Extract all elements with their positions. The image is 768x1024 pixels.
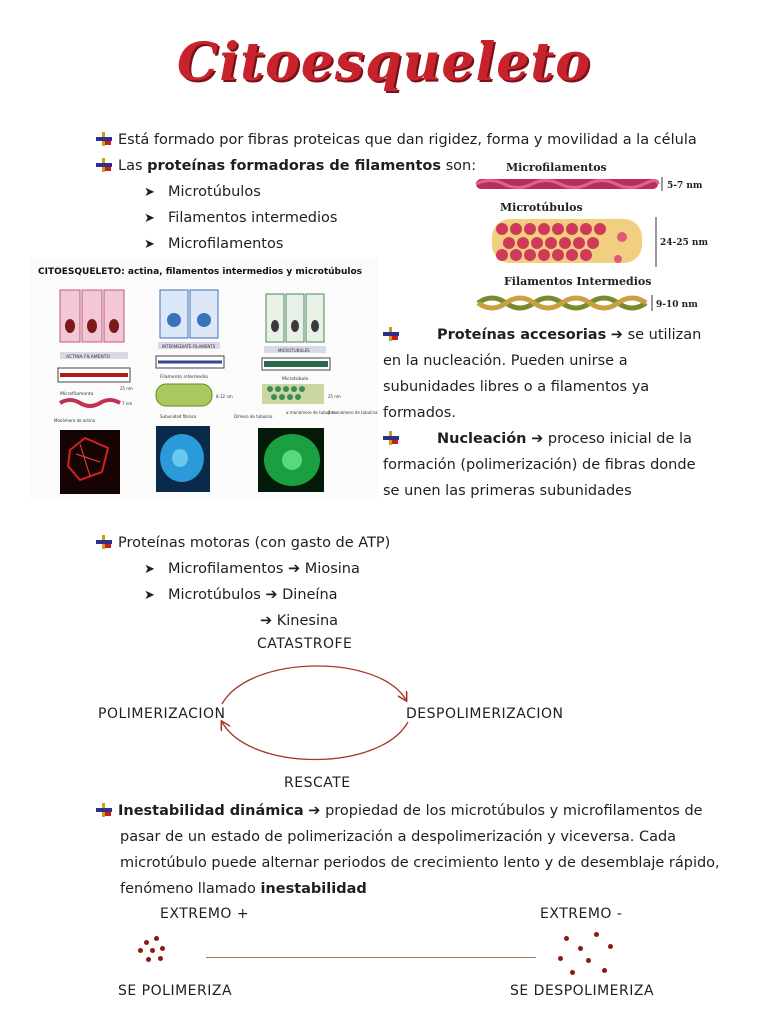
- svg-text:INTERMEDIATE FILAMENTS: INTERMEDIATE FILAMENTS: [162, 344, 216, 349]
- inestabilidad-text: pasar de un estado de polimerización a despolimerización y viceversa. Cada: [120, 829, 677, 845]
- arrow-right-icon: ➔: [606, 327, 628, 343]
- svg-text:ACTINA FILAMENTO: ACTINA FILAMENTO: [66, 355, 111, 360]
- catastrophe-arrow: [222, 666, 406, 704]
- cytoskeleton-figure: [30, 258, 378, 500]
- svg-text:5-7 nm: 5-7 nm: [667, 181, 703, 191]
- svg-text:Microfilamento: Microfilamento: [60, 392, 94, 397]
- accesorias-line: Proteínas accesorias ➔ se utilizan: [383, 322, 701, 348]
- page-title: Citoesqueleto: [177, 32, 591, 93]
- inestabilidad-text: microtúbulo puede alternar periodos de crecimiento lento y de desemblaje rápido,: [120, 855, 720, 871]
- extremo-minus-label: EXTREMO -: [540, 906, 623, 922]
- motoras-heading: Proteínas motoras (con gasto de ATP): [96, 530, 390, 556]
- svg-text:Monómero de actina: Monómero de actina: [54, 418, 96, 423]
- svg-text:Microtúbulo: Microtúbulo: [282, 377, 309, 382]
- motoras-item: ➤ Microfilamentos ➔ Miosina: [144, 556, 360, 583]
- arrow-bullet-icon: ➤: [144, 185, 155, 200]
- motoras-item: ➔ Kinesina: [260, 613, 339, 629]
- cycle-top-label: CATASTROFE: [257, 636, 353, 652]
- arrow-right-icon: ➔: [260, 613, 277, 629]
- arrow-bullet-icon: ➤: [144, 562, 155, 577]
- inestabilidad-line-1: Inestabilidad dinámica ➔ propiedad de los microtúbulos y microfilamentos de: [96, 798, 703, 824]
- svg-text:25 nm: 25 nm: [120, 386, 133, 391]
- intermediate-column: [156, 290, 233, 492]
- svg-text:Microtúbulos: Microtúbulos: [500, 201, 583, 214]
- accesorias-text: formados.: [383, 405, 456, 421]
- type-item: ➤ Microfilamentos: [144, 231, 283, 258]
- svg-text:7 nm: 7 nm: [122, 401, 133, 406]
- microtubule-cylinder: [492, 219, 642, 263]
- bullet-icon: [96, 800, 112, 814]
- arrow-bullet-icon: ➤: [144, 211, 155, 226]
- svg-text:9-10 nm: 9-10 nm: [656, 300, 698, 310]
- svg-text:CITOESQUELETO: actina, filamen: CITOESQUELETO: actina, filamentos intermedios y microtúbulos: [38, 267, 363, 277]
- microfilament-strand: [476, 179, 658, 189]
- cycle-left-label: POLIMERIZACION: [98, 706, 226, 722]
- nucleacion-line: Nucleación ➔ proceso inicial de la: [383, 426, 692, 452]
- figure-label: Microfilamentos: [506, 161, 607, 174]
- cycle-right-label: DESPOLIMERIZACION: [406, 706, 564, 722]
- bullet-icon: [96, 155, 112, 169]
- accesorias-title: Proteínas accesorias: [437, 327, 607, 343]
- intro-bold: proteínas formadoras de filamentos: [147, 158, 441, 174]
- svg-text:24-25 nm: 24-25 nm: [660, 238, 708, 248]
- bullet-icon: [96, 532, 112, 546]
- intro-line-1: [96, 127, 697, 153]
- cycle-bottom-label: RESCATE: [284, 775, 351, 791]
- filaments-figure: [470, 155, 710, 320]
- arrow-right-icon: ➔: [260, 587, 283, 603]
- intro-line-2: Las proteínas formadoras de filamentos son:: [96, 153, 476, 179]
- svg-text:Filamento intermedio: Filamento intermedio: [160, 375, 208, 380]
- bullet-icon: [383, 324, 399, 338]
- intermediate-filament-rope: [478, 298, 646, 308]
- nucleacion-text: se unen las primeras subunidades: [383, 483, 632, 499]
- inestabilidad-text: fenómeno llamado inestabilidad: [120, 881, 367, 897]
- microtubule-column: [234, 294, 378, 492]
- svg-text:25 nm: 25 nm: [328, 394, 341, 399]
- actin-column: [54, 290, 132, 494]
- type-item: ➤ Filamentos intermedios: [144, 205, 337, 232]
- svg-text:α monómero de tubulina: α monómero de tubulina: [286, 410, 336, 415]
- arrow-right-icon: ➔: [303, 803, 326, 819]
- svg-text:MICROTUBULES: MICROTUBULES: [278, 348, 310, 353]
- arrow-right-icon: ➔: [283, 561, 305, 577]
- plus-action-label: SE POLIMERIZA: [118, 983, 233, 999]
- nucleacion-text: formación (polimerización) de fibras donde: [383, 457, 696, 473]
- minus-end-dots: [556, 932, 616, 976]
- bullet-icon: [96, 129, 112, 143]
- inestabilidad-title: Inestabilidad dinámica: [118, 803, 304, 819]
- cycle-arrows: [210, 660, 420, 770]
- rescue-arrow: [222, 722, 408, 760]
- svg-text:Filamentos Intermedios: Filamentos Intermedios: [504, 275, 652, 288]
- svg-text:β monómero de tubulina: β monómero de tubulina: [328, 410, 378, 415]
- arrow-bullet-icon: ➤: [144, 237, 155, 252]
- arrow-bullet-icon: ➤: [144, 588, 155, 603]
- accesorias-text: en la nucleación. Pueden unirse a: [383, 353, 628, 369]
- svg-text:Dímero de tubulina: Dímero de tubulina: [234, 414, 273, 419]
- filament-line: [206, 957, 536, 958]
- nucleacion-title: Nucleación: [437, 431, 527, 447]
- svg-text:8-12 nm: 8-12 nm: [216, 394, 233, 399]
- plus-end-dots: [138, 936, 170, 966]
- svg-text:Subunidad fibrosa: Subunidad fibrosa: [160, 414, 197, 419]
- accesorias-text: subunidades libres o a filamentos ya: [383, 379, 650, 395]
- type-item: ➤ Microtúbulos: [144, 179, 261, 206]
- motoras-item: ➤ Microtúbulos ➔ Dineína: [144, 582, 338, 609]
- intro-text: Está formado por fibras proteicas que dan rigidez, forma y movilidad a la célula: [118, 132, 697, 148]
- bullet-icon: [383, 428, 399, 442]
- arrow-right-icon: ➔: [526, 431, 548, 447]
- minus-action-label: SE DESPOLIMERIZA: [510, 983, 655, 999]
- extremo-plus-label: EXTREMO +: [160, 906, 250, 922]
